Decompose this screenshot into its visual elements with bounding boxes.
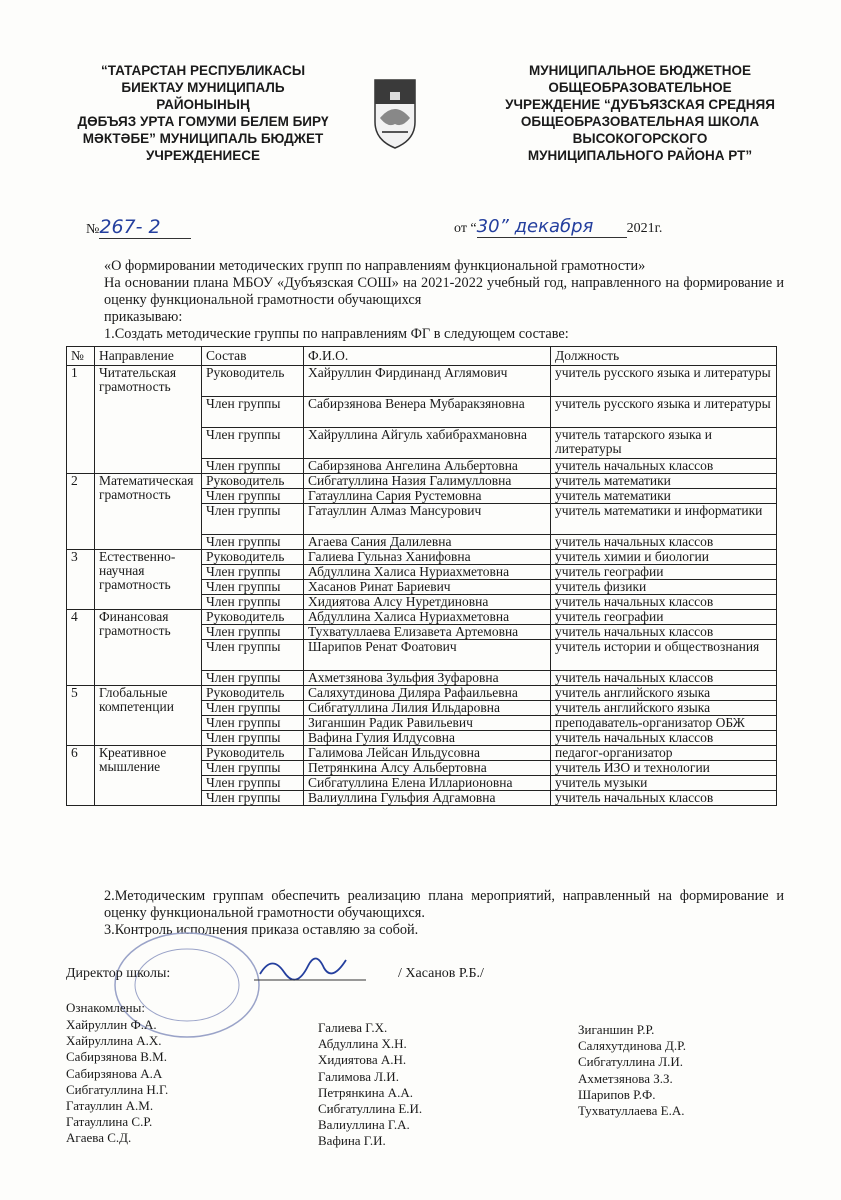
member-position: учитель математики (551, 489, 777, 504)
header-direction: Направление (95, 347, 202, 366)
member-role: Член группы (202, 776, 304, 791)
member-role: Член группы (202, 701, 304, 716)
director-name: / Хасанов Р.Б./ (398, 966, 484, 981)
member-role: Член группы (202, 761, 304, 776)
member-role: Член группы (202, 716, 304, 731)
acknowledged-name: Хидиятова А.Н. (318, 1052, 407, 1068)
member-name: Хайруллин Фирдинанд Аглямович (304, 366, 551, 397)
group-direction: Естественно-научная грамотность (95, 550, 202, 610)
table-row (67, 366, 777, 397)
acknowledged-name: Хайруллин Ф.А. (66, 1017, 157, 1032)
member-role: Член группы (202, 640, 304, 671)
acknowledged-col-3 (578, 1022, 686, 1119)
table-row (67, 474, 777, 489)
member-name: Абдуллина Халиса Нуриахметовна (304, 565, 551, 580)
member-position: педагог-организатор (551, 746, 777, 761)
member-position: учитель истории и обществознания (551, 640, 777, 671)
member-position: учитель начальных классов (551, 595, 777, 610)
member-name: Валиуллина Гульфия Адгамовна (304, 791, 551, 806)
group-direction: Глобальные компетенции (95, 686, 202, 746)
member-name: Гатауллина Сария Рустемовна (304, 489, 551, 504)
order-number-handwritten: 267- 2 (99, 216, 191, 239)
member-name: Абдуллина Халиса Нуриахметовна (304, 610, 551, 625)
acknowledged-name: Агаева С.Д. (66, 1130, 132, 1146)
member-role: Руководитель (202, 366, 304, 397)
acknowledged-name: Ахметзянова З.З. (578, 1070, 673, 1086)
member-role: Член группы (202, 791, 304, 806)
member-name: Сибгатуллина Елена Илларионовна (304, 776, 551, 791)
group-direction: Финансовая грамотность (95, 610, 202, 686)
acknowledged-name: Тухватуллаева Е.А. (578, 1103, 685, 1119)
group-direction: Читательская грамотность (95, 366, 202, 474)
member-position: учитель географии (551, 565, 777, 580)
member-name: Петрянкина Алсу Альбертовна (304, 761, 551, 776)
acknowledged-name: Гатауллин А.М. (66, 1098, 154, 1114)
group-num: 5 (67, 686, 95, 746)
member-name: Хасанов Ринат Бариевич (304, 580, 551, 595)
order-date (454, 216, 662, 238)
member-position: учитель физики (551, 580, 777, 595)
acknowledged-name: Шарипов Р.Ф. (578, 1086, 656, 1102)
order-date-handwritten: 30” декабря (477, 216, 627, 238)
member-name: Саляхутдинова Диляра Рафаильевна (304, 686, 551, 701)
member-position: учитель начальных классов (551, 731, 777, 746)
member-role: Член группы (202, 535, 304, 550)
member-name: Тухватуллаева Елизавета Артемовна (304, 625, 551, 640)
acknowledged-name: Зиганшин Р.Р. (578, 1022, 655, 1037)
acknowledged-name: Абдуллина Х.Н. (318, 1036, 407, 1052)
member-position: учитель русского языка и литературы (551, 397, 777, 428)
acknowledged-name: Галимова Л.И. (318, 1068, 399, 1084)
member-position: учитель начальных классов (551, 671, 777, 686)
member-position: учитель математики (551, 474, 777, 489)
group-num: 4 (67, 610, 95, 686)
member-role: Член группы (202, 489, 304, 504)
group-num: 1 (67, 366, 95, 474)
groups-table (66, 346, 777, 806)
group-direction: Креативное мышление (95, 746, 202, 806)
acknowledged-name: Хайруллина А.Х. (66, 1033, 162, 1049)
group-num: 6 (67, 746, 95, 806)
member-position: учитель начальных классов (551, 535, 777, 550)
year-suffix: г. (654, 221, 663, 236)
director-signature (250, 948, 370, 988)
order-item-3: 3.Контроль исполнения приказа оставляю за собой. (104, 922, 419, 938)
member-position: учитель химии и биологии (551, 550, 777, 565)
group-num: 2 (67, 474, 95, 550)
acknowledged-col-1 (66, 1017, 168, 1147)
acknowledged-name: Галиева Г.Х. (318, 1020, 388, 1035)
header-fio: Ф.И.О. (304, 347, 551, 366)
member-role: Член группы (202, 504, 304, 535)
member-role: Член группы (202, 397, 304, 428)
table-row (67, 686, 777, 701)
member-position: учитель английского языка (551, 701, 777, 716)
member-position: учитель начальных классов (551, 459, 777, 474)
director-label: Директор школы: (66, 966, 171, 981)
member-name: Сабирзянова Ангелина Альбертовна (304, 459, 551, 474)
member-role: Член группы (202, 625, 304, 640)
member-position: учитель музыки (551, 776, 777, 791)
order-item-1: 1.Создать методические группы по направлениям ФГ в следующем составе: (104, 326, 569, 342)
member-name: Шарипов Ренат Фоатович (304, 640, 551, 671)
number-prefix: № (86, 222, 100, 237)
header-left-tatar: “ТАТАРСТАН РЕСПУБЛИКАСЫ БИЕКТАУ МУНИЦИПАЛЬ РАЙОНЫНЫҢ ДӨБЪЯЗ УРТА ГОМУМИ БЕЛЕМ БИРҮ МӘКТӘБЕ” МУНИЦИПАЛЬ БЮДЖЕТ УЧРЕЖДЕНИЕСЕ (77, 63, 329, 163)
order-item-2: 2.Методическим группам обеспечить реализацию плана мероприятий, направленный на формирование и оценку функциональной грамотности обучающихся. (104, 888, 784, 921)
member-role: Руководитель (202, 474, 304, 489)
table-header-row (67, 347, 777, 366)
member-name: Хидиятова Алсу Нуретдиновна (304, 595, 551, 610)
member-position: учитель русского языка и литературы (551, 366, 777, 397)
member-name: Галимова Лейсан Ильдусовна (304, 746, 551, 761)
member-role: Руководитель (202, 686, 304, 701)
member-role: Член группы (202, 595, 304, 610)
acknowledged-label: Ознакомлены: (66, 1000, 145, 1015)
acknowledged-name: Петрянкина А.А. (318, 1084, 413, 1100)
order-basis: На основании плана МБОУ «Дубъязская СОШ» на 2021-2022 учебный год, направленного на формирование и оценку функциональной грамотности обучающихся (104, 275, 784, 308)
acknowledged-name: Сабирзянова В.М. (66, 1049, 167, 1065)
member-role: Руководитель (202, 550, 304, 565)
member-name: Сабирзянова Венера Мубаракзяновна (304, 397, 551, 428)
order-title: «О формировании методических групп по направлениям функциональной грамотности» (104, 258, 646, 274)
header-num: № (67, 347, 95, 366)
order-body (104, 258, 784, 343)
member-role: Член группы (202, 565, 304, 580)
member-role: Руководитель (202, 746, 304, 761)
member-position: преподаватель-организатор ОБЖ (551, 716, 777, 731)
order-year: 2021 (626, 221, 655, 236)
group-num: 3 (67, 550, 95, 610)
member-name: Вафина Гулия Илдусовна (304, 731, 551, 746)
acknowledged-name: Сабирзянова А.А (66, 1065, 163, 1081)
member-name: Зиганшин Радик Равильевич (304, 716, 551, 731)
member-role: Руководитель (202, 610, 304, 625)
member-position: учитель географии (551, 610, 777, 625)
acknowledged-col-2 (318, 1020, 422, 1150)
member-position: учитель начальных классов (551, 625, 777, 640)
member-position: учитель ИЗО и технологии (551, 761, 777, 776)
order-number (86, 216, 191, 239)
acknowledged-name: Сибгатуллина Е.И. (318, 1101, 423, 1117)
member-position: учитель английского языка (551, 686, 777, 701)
member-role: Член группы (202, 580, 304, 595)
member-name: Сибгатуллина Назия Галимулловна (304, 474, 551, 489)
member-role: Член группы (202, 428, 304, 459)
date-prefix: от “ (454, 221, 477, 236)
member-name: Галиева Гульназ Ханифовна (304, 550, 551, 565)
acknowledged-name: Вафина Г.И. (318, 1133, 386, 1149)
member-name: Ахметзянова Зульфия Зуфаровна (304, 671, 551, 686)
header-position: Должность (551, 347, 777, 366)
acknowledged-name: Саляхутдинова Д.Р. (578, 1038, 687, 1054)
order-command: приказываю: (104, 309, 183, 325)
header-right-russian: МУНИЦИПАЛЬНОЕ БЮДЖЕТНОЕ ОБЩЕОБРАЗОВАТЕЛЬНОЕ УЧРЕЖДЕНИЕ “ДУБЪЯЗСКАЯ СРЕДНЯЯ ОБЩЕОБРАЗОВАТЕЛЬНАЯ ШКОЛА ВЫСОКОГОРСКОГО МУНИЦИПАЛЬНОГО РАЙОНА РТ” (505, 63, 775, 163)
acknowledged-name: Валиуллина Г.А. (318, 1117, 410, 1133)
member-position: учитель математики и информатики (551, 504, 777, 535)
member-role: Член группы (202, 731, 304, 746)
member-name: Агаева Сания Далилевна (304, 535, 551, 550)
group-direction: Математическая грамотность (95, 474, 202, 550)
acknowledged-name: Сибгатуллина Л.И. (578, 1054, 684, 1070)
member-role: Член группы (202, 671, 304, 686)
member-name: Сибгатуллина Лилия Ильдаровна (304, 701, 551, 716)
member-role: Член группы (202, 459, 304, 474)
header-role: Состав (202, 347, 304, 366)
member-position: учитель татарского языка и литературы (551, 428, 777, 459)
table-row (67, 746, 777, 761)
member-name: Хайруллина Айгуль хабибрахмановна (304, 428, 551, 459)
coat-of-arms-emblem (372, 78, 418, 150)
acknowledged-name: Гатауллина С.Р. (66, 1114, 153, 1130)
member-name: Гатауллин Алмаз Мансурович (304, 504, 551, 535)
table-row (67, 550, 777, 565)
acknowledged-name: Сибгатуллина Н.Г. (66, 1081, 169, 1097)
member-position: учитель начальных классов (551, 791, 777, 806)
table-row (67, 610, 777, 625)
